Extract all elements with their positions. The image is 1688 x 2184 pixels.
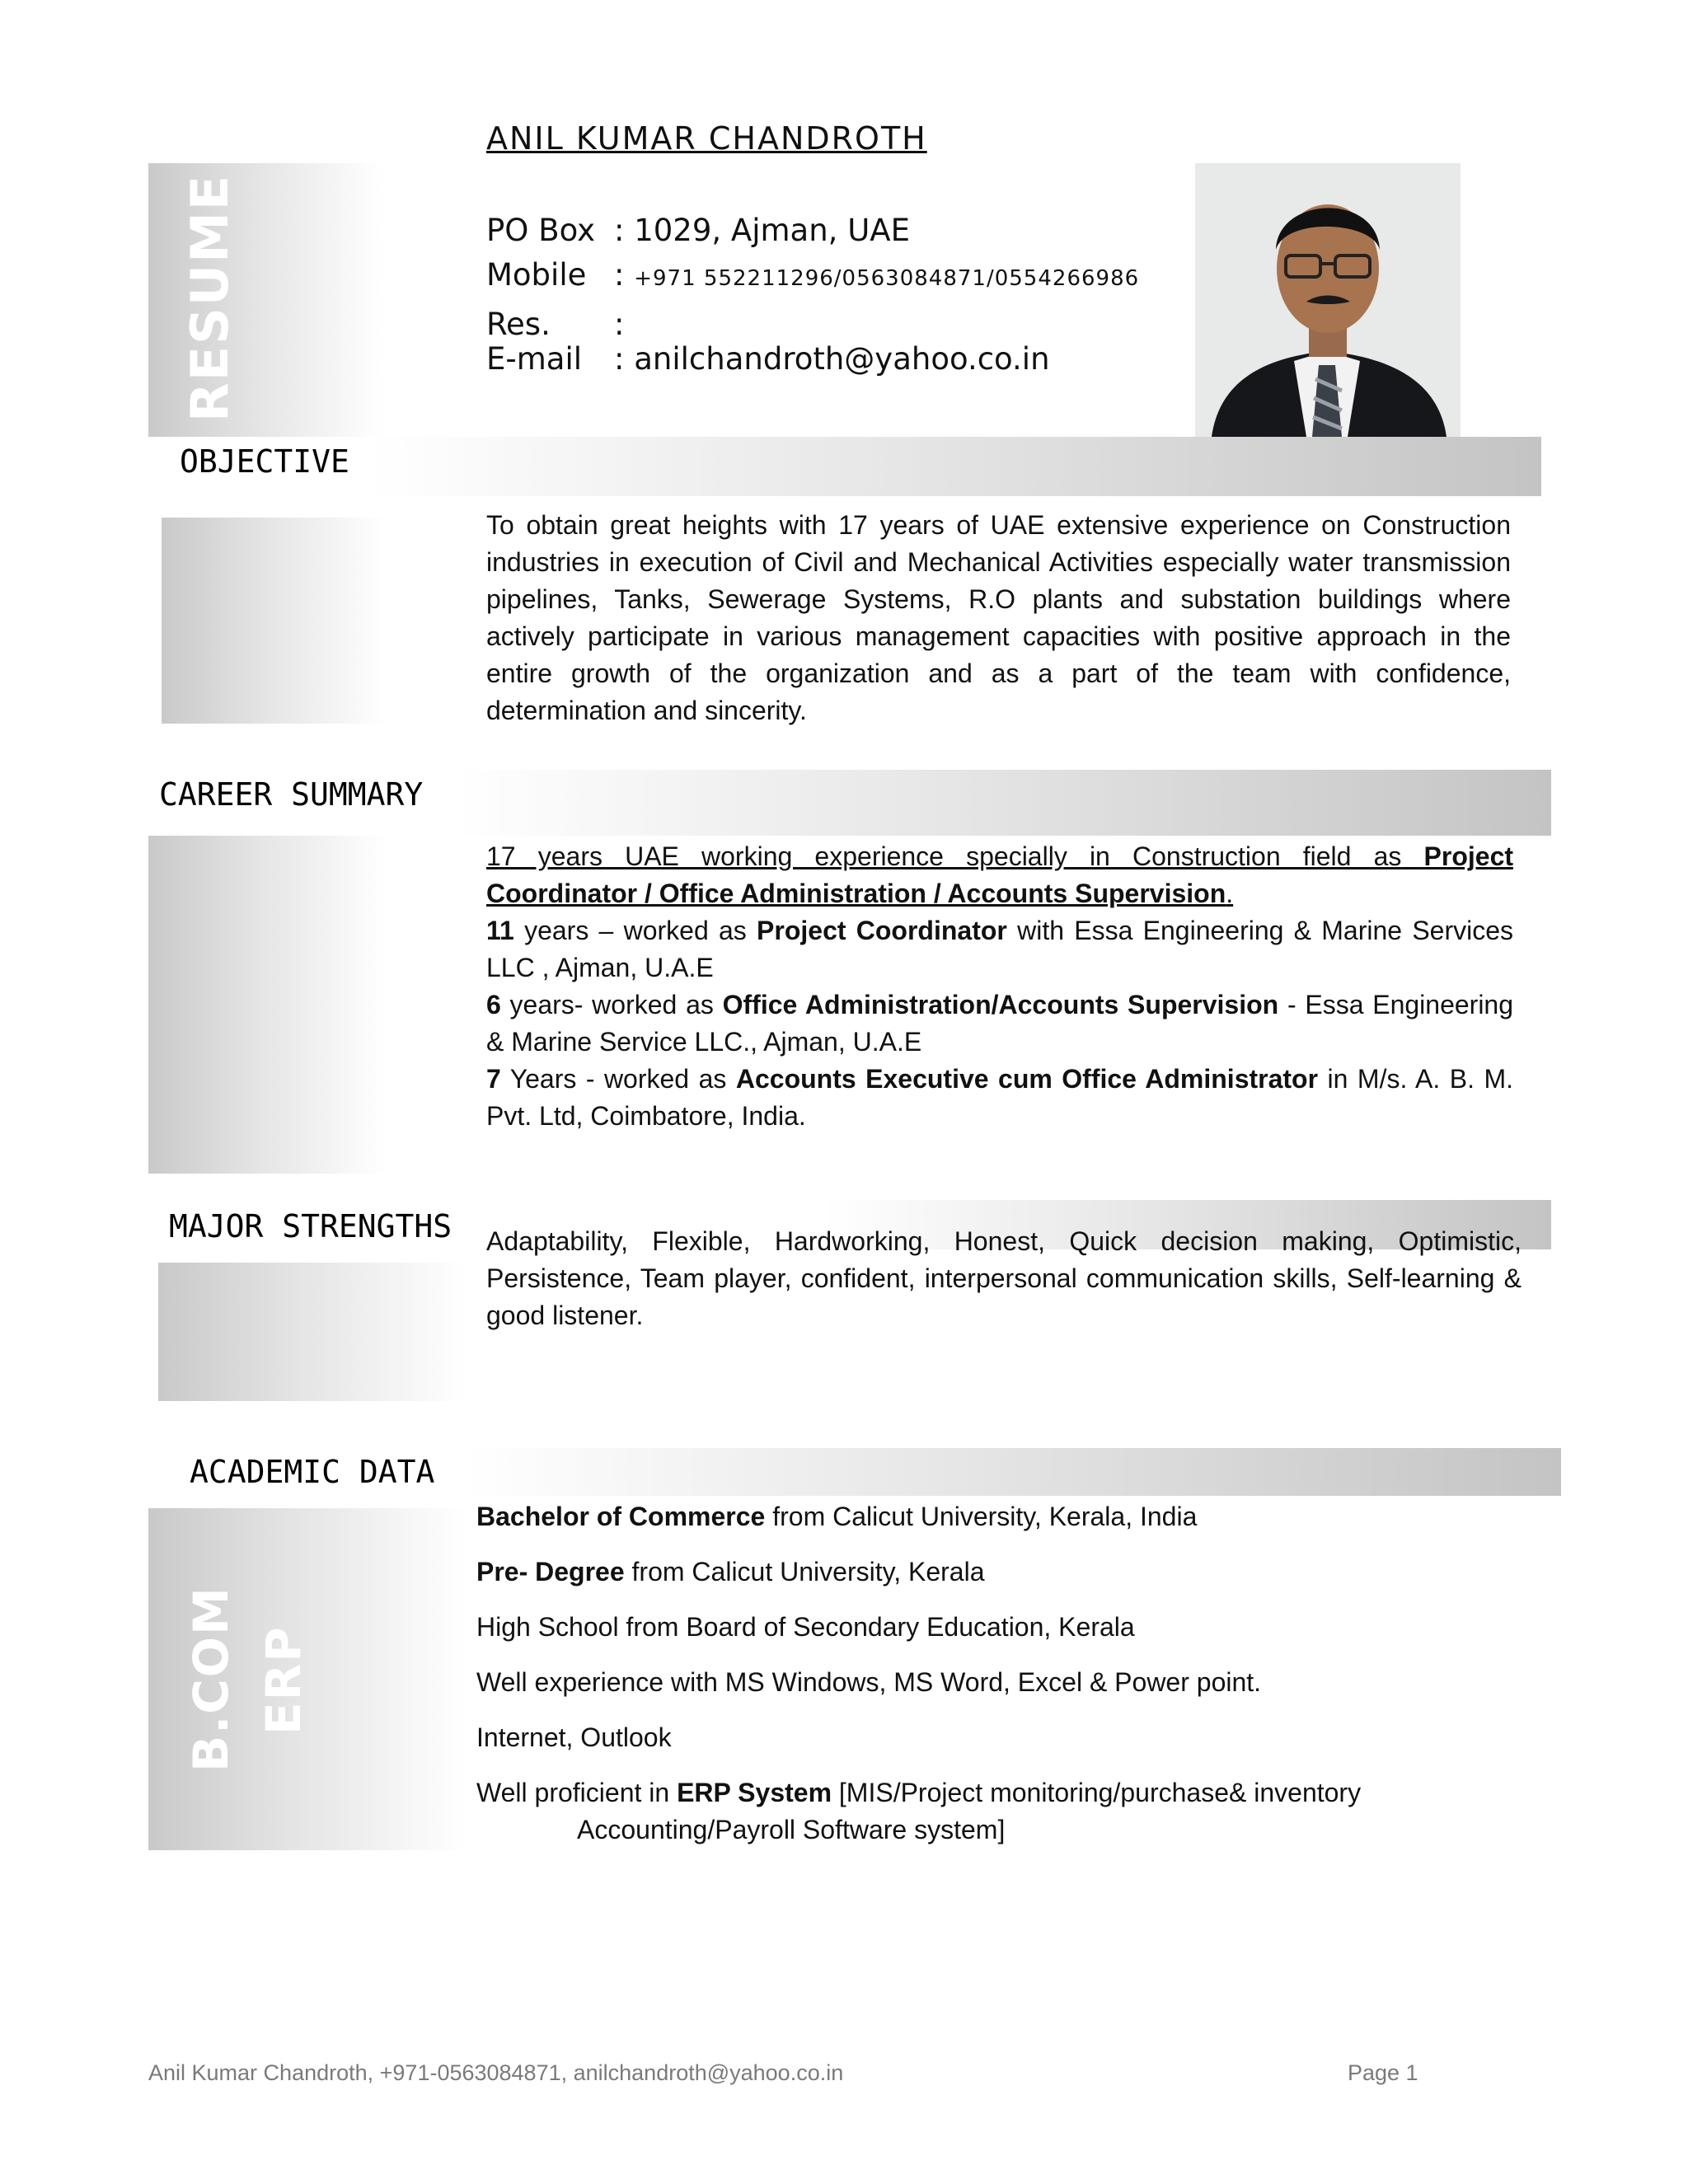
career-header-bar xyxy=(453,770,1551,836)
academic-header-bar xyxy=(462,1448,1561,1496)
strengths-heading: MAJOR STRENGTHS xyxy=(169,1208,452,1244)
footer-contact: Anil Kumar Chandroth, +971-0563084871, anilchandroth@yahoo.co.in xyxy=(148,2060,844,2085)
mobile-value: +971 552211296/0563084871/0554266986 xyxy=(634,266,1140,291)
pobox-line xyxy=(486,213,910,248)
strengths-side-panel xyxy=(158,1263,465,1401)
objective-text xyxy=(486,507,1511,729)
career-item: 7 Years - worked as Accounts Executive cum Office Administrator in M/s. A. B. M. Pvt. Ltd, Coimbatore, India. xyxy=(486,1064,1514,1131)
candidate-name: ANIL KUMAR CHANDROTH xyxy=(486,120,927,157)
career-side-panel xyxy=(148,836,386,1174)
bcom-vertical-label: B.COM xyxy=(183,1586,239,1772)
email-label: E-mail xyxy=(486,341,583,377)
email-value: : anilchandroth@yahoo.co.in xyxy=(614,341,1050,377)
career-summary-text xyxy=(486,838,1513,1135)
strengths-text xyxy=(486,1223,1522,1334)
resume-vertical-label: RESUME xyxy=(180,173,240,422)
objective-paragraph: To obtain great heights with 17 years of UAE extensive experience on Construction industries in execution of Civil and Mechanical Activities especially water transmission pipelines, Tanks, Sewerage Systems, R.O plants and substation buildings where actively participate in various management capacities with positive approach in the entire growth of the organization and as a part of the team with confidence, determination and sincerity. xyxy=(486,510,1511,725)
objective-side-panel xyxy=(162,518,386,724)
skill-erp: Well proficient in ERP System [MIS/Project monitoring/purchase& inventory xyxy=(476,1778,1362,1807)
pobox-value: : 1029, Ajman, UAE xyxy=(614,213,910,248)
academic-heading: ACADEMIC DATA xyxy=(190,1454,435,1490)
res-line xyxy=(486,307,624,342)
career-heading: CAREER SUMMARY xyxy=(159,776,424,813)
academic-school: High School from Board of Secondary Education, Kerala xyxy=(476,1612,1135,1642)
res-value: : xyxy=(614,307,625,342)
erp-vertical-label: ERP xyxy=(256,1625,312,1735)
academic-bcom: Bachelor of Commerce from Calicut University, Kerala, India xyxy=(476,1502,1198,1531)
profile-photo xyxy=(1195,163,1461,437)
res-label: Res. xyxy=(486,307,551,342)
skill-internet: Internet, Outlook xyxy=(476,1722,672,1752)
skill-ms-office: Well experience with MS Windows, MS Word, Excel & Power point. xyxy=(476,1667,1262,1697)
objective-header-bar xyxy=(371,437,1541,496)
career-item: 11 years – worked as Project Coordinator with Essa Engineering & Marine Services LLC , Ajman, U.A.E xyxy=(486,916,1514,982)
footer-page-number: Page 1 xyxy=(1348,2060,1418,2085)
career-intro: 17 years UAE working experience specially in Construction field as Project Coordinator / Office Administration / Accounts Supervision. xyxy=(486,841,1514,908)
academic-predegree: Pre- Degree from Calicut University, Kerala xyxy=(476,1557,985,1586)
strengths-paragraph: Adaptability, Flexible, Hardworking, Honest, Quick decision making, Optimistic, Persistence, Team player, confident, interpersonal communication skills, Self-learning & good listener. xyxy=(486,1226,1522,1330)
mobile-label: Mobile xyxy=(486,257,587,293)
career-item: 6 years- worked as Office Administration/Accounts Supervision - Essa Engineering & Marine Service LLC., Ajman, U.A.E xyxy=(486,990,1514,1057)
pobox-label: PO Box xyxy=(486,213,595,248)
email-line xyxy=(486,341,1050,377)
mobile-line: Mobile : +971 552211296/0563084871/0554266986 xyxy=(486,257,1140,293)
academic-text xyxy=(476,1498,1540,1849)
skill-erp-line2: Accounting/Payroll Software system] xyxy=(577,1815,1006,1844)
objective-heading: OBJECTIVE xyxy=(180,443,349,480)
